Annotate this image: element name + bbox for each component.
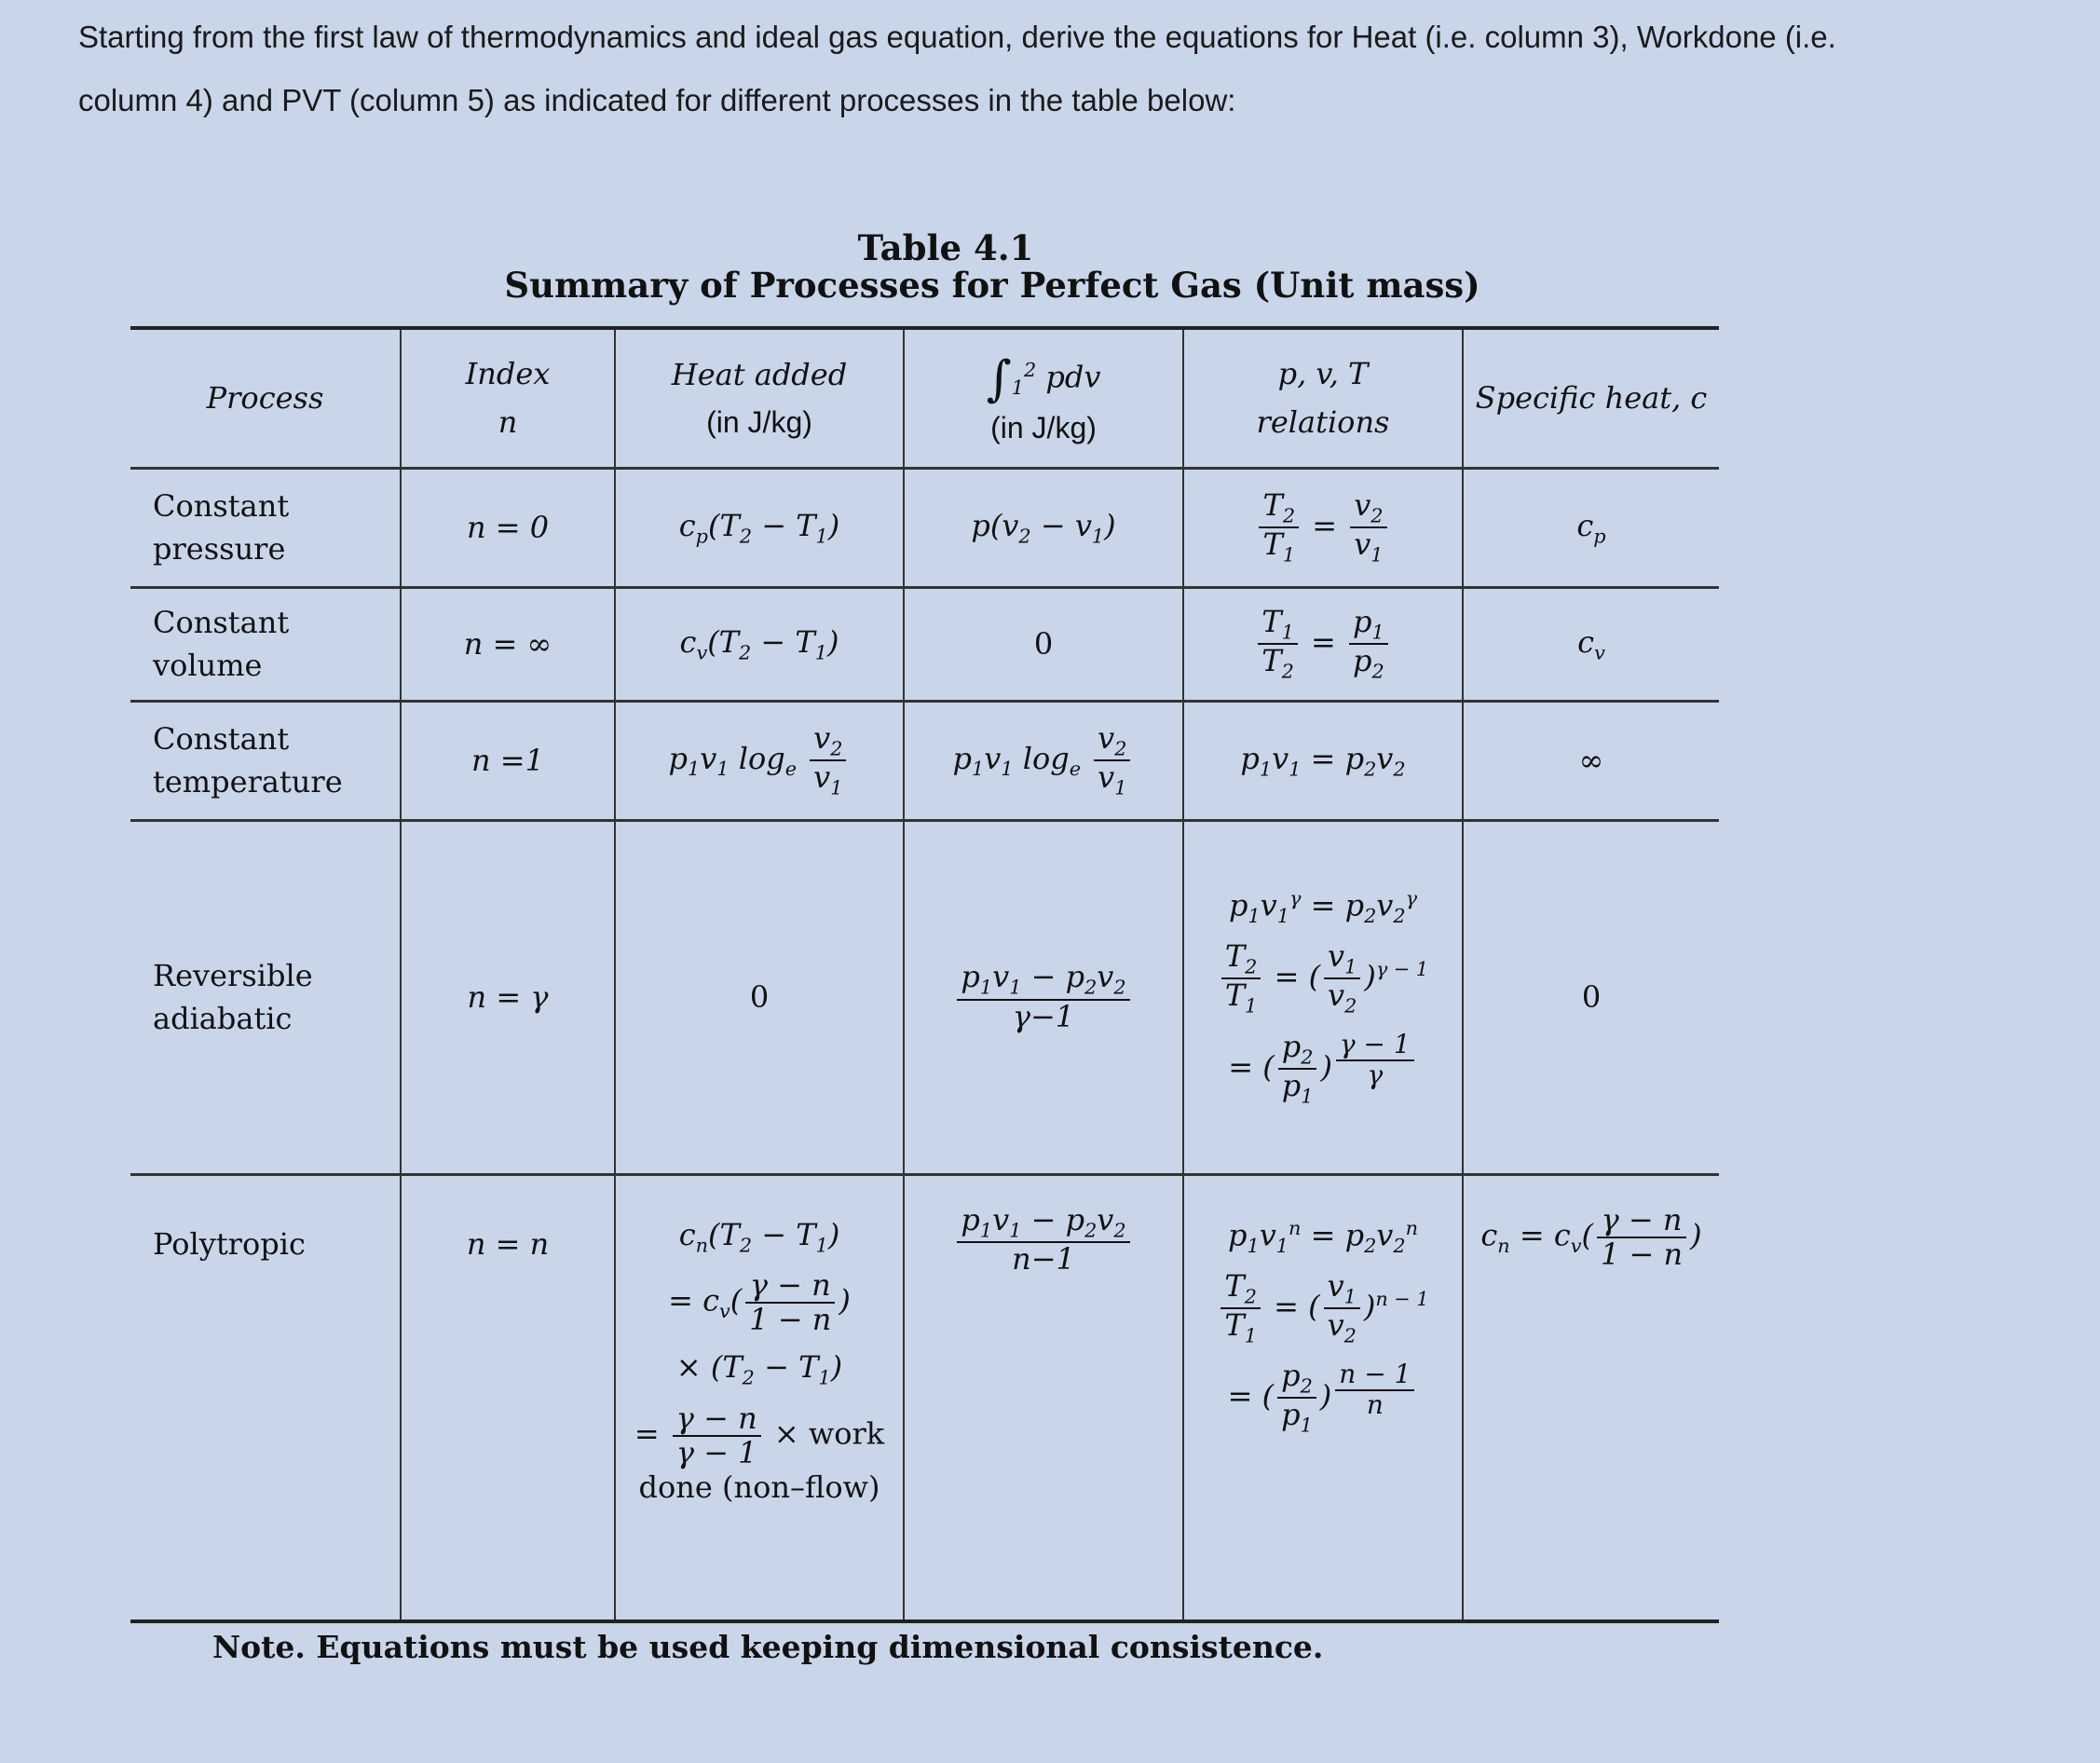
- pvt-cell: $\frac{T_1}{T_2}$ = $\frac{p_1}{p_2}$: [1183, 587, 1463, 701]
- pvt-cell: $p_1v_1^\gamma = p_2v_2^\gamma$ $\frac{T_2}{T_1}$ = ( $\frac{v_1}{v_2}$ )$^{\gamma - 1}$ = ( $\frac{p_2}{p_1}$ ) $^{\frac{\gamma - 1}{\gamma}}$: [1183, 820, 1463, 1174]
- process-cell: Constant volume: [130, 587, 401, 701]
- index-cell: n =1: [401, 701, 615, 820]
- specific-heat-cell: $c_v$: [1463, 587, 1719, 701]
- table-title: Table 4.1: [857, 227, 1034, 268]
- row-reversible-adiabatic: [130, 820, 1719, 1174]
- process-cell: Constant pressure: [130, 468, 401, 587]
- header-heat: Heat added (in J/kg): [615, 328, 904, 468]
- heat-cell: $c_v(T_2 - T_1)$: [615, 587, 904, 701]
- pvt-cell: $\frac{T_2}{T_1}$ = $\frac{v_2}{v_1}$: [1183, 468, 1463, 587]
- process-cell: Constant temperature: [130, 701, 401, 820]
- work-cell: $\frac{p_1v_1 - p_2v_2}{n-1}$: [904, 1174, 1183, 1621]
- heat-cell: $p_1v_1$ $\log_e$ $\frac{v_2}{v_1}$: [615, 701, 904, 820]
- work-cell: 0: [904, 587, 1183, 701]
- pvt-cell: $p_1v_1 = p_2v_2$: [1183, 701, 1463, 820]
- heat-cell: $c_p(T_2 - T_1)$: [615, 468, 904, 587]
- specific-heat-cell: ∞: [1463, 701, 1719, 820]
- index-cell: n = 0: [401, 468, 615, 587]
- header-work: $\int_1^2$ pdv (in J/kg): [904, 328, 1183, 468]
- header-process: Process: [130, 328, 401, 468]
- row-constant-temperature: [130, 701, 1719, 820]
- header-specific-heat: Specific heat, c: [1463, 328, 1719, 468]
- work-cell: $\frac{p_1v_1 - p_2v_2}{\gamma-1}$: [904, 820, 1183, 1174]
- header-index: Index n: [401, 328, 615, 468]
- intro-line-2: column 4) and PVT (column 5) as indicated for different processes in the table below:: [78, 83, 1236, 117]
- integral-icon: ∫: [986, 350, 1012, 407]
- table-header-row: [130, 328, 1719, 468]
- heat-cell: 0: [615, 820, 904, 1174]
- specific-heat-cell: $c_n = c_v$( $\frac{\gamma - n}{1 - n}$ ): [1463, 1174, 1719, 1621]
- row-polytropic: [130, 1174, 1719, 1621]
- header-pvt: p, v, T relations: [1183, 328, 1463, 468]
- intro-text: [78, 6, 2053, 132]
- table-note: Note. Equations must be used keeping dimensional consistence.: [212, 1629, 1324, 1665]
- specific-heat-cell: $c_p$: [1463, 468, 1719, 587]
- intro-line-1: Starting from the first law of thermodynamics and ideal gas equation, derive the equations for Heat (i.e. column 3), Workdone (i.e.: [78, 20, 1836, 54]
- specific-heat-cell: 0: [1463, 820, 1719, 1174]
- process-table: [130, 326, 1719, 1623]
- row-constant-pressure: [130, 468, 1719, 587]
- process-cell: Polytropic: [130, 1174, 401, 1621]
- work-cell: $p_1v_1$ $\log_e$ $\frac{v_2}{v_1}$: [904, 701, 1183, 820]
- table-subtitle: Summary of Processes for Perfect Gas (Unit mass): [504, 265, 1480, 306]
- heat-cell: $c_n(T_2 - T_1)$ = $c_v$( $\frac{\gamma - n}{1 - n}$ ) × $(T_2 - T_1)$ = $\frac{\gamma - n}{\gamma - 1}$ × work done (non–flow): [615, 1174, 904, 1621]
- index-cell: n = γ: [401, 820, 615, 1174]
- process-cell: Reversible adiabatic: [130, 820, 401, 1174]
- pvt-cell: $p_1v_1^n = p_2v_2^n$ $\frac{T_2}{T_1}$ = ( $\frac{v_1}{v_2}$ )$^{n - 1}$ = ( $\frac{p_2}{p_1}$ ) $^{\frac{n - 1}{n}}$: [1183, 1174, 1463, 1621]
- index-cell: n = n: [401, 1174, 615, 1621]
- index-cell: n = ∞: [401, 587, 615, 701]
- row-constant-volume: [130, 587, 1719, 701]
- work-cell: $p(v_2 - v_1)$: [904, 468, 1183, 587]
